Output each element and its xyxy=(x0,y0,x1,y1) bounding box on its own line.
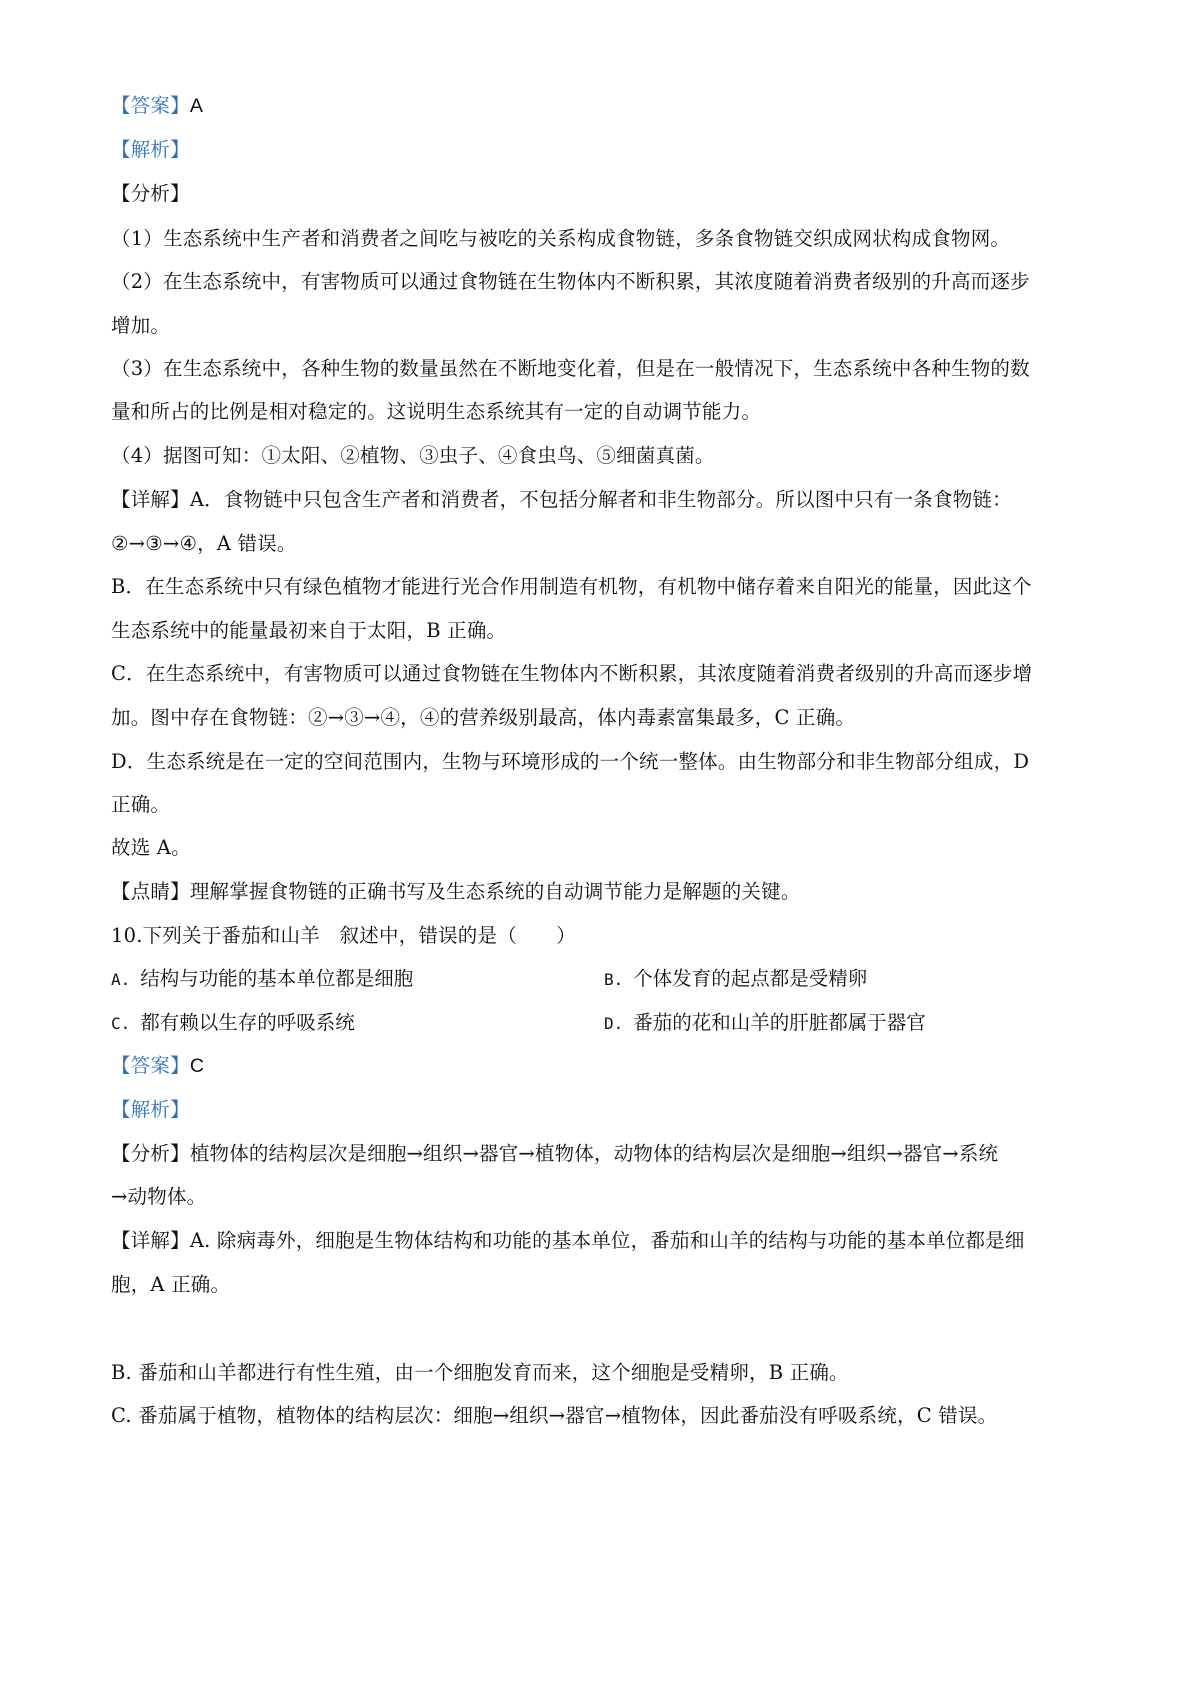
option-letter: A. xyxy=(111,970,131,989)
answer-line-q10 xyxy=(111,1052,204,1080)
detail-line: B. 番茄和山羊都进行有性生殖，由一个细胞发育而来，这个细胞是受精卵，B 正确。 xyxy=(111,1361,849,1384)
fenxi-point: 量和所占的比例是相对稳定的。这说明生态系统其有一定的自动调节能力。 xyxy=(111,400,762,423)
option-c xyxy=(111,1009,355,1038)
answer-line-q9 xyxy=(111,92,203,120)
answer-tag: 【答案】 xyxy=(111,1054,190,1077)
fenxi-point: （4）据图可知：①太阳、②植物、③虫子、④食虫鸟、⑤细菌真菌。 xyxy=(111,444,715,467)
option-letter: D. xyxy=(604,1014,624,1033)
analysis-tag: 【解析】 xyxy=(111,138,190,161)
option-letter: C. xyxy=(111,1014,131,1033)
fenxi-point: （2）在生态系统中，有害物质可以通过食物链在生物体内不断积累，其浓度随着消费者级别的升高而逐步 xyxy=(111,270,1030,293)
option-letter: B. xyxy=(604,970,624,989)
detail-line: 生态系统中的能量最初来自于太阳，B 正确。 xyxy=(111,619,507,642)
fenxi-point: （3）在生态系统中，各种生物的数量虽然在不断地变化着，但是在一般情况下，生态系统中各种生物的数 xyxy=(111,357,1030,380)
detail-line xyxy=(111,486,1012,514)
option-a xyxy=(111,965,413,994)
option-text: 结构与功能的基本单位都是细胞 xyxy=(140,967,414,990)
detail-line: 故选 A。 xyxy=(111,836,191,859)
question-stem: 10.下列关于番茄和山羊 叙述中，错误的是（ ） xyxy=(111,924,577,947)
dianjing-line xyxy=(111,878,801,906)
option-text: 都有赖以生存的呼吸系统 xyxy=(140,1011,355,1034)
detail-line: C．在生态系统中，有害物质可以通过食物链在生物体内不断积累，其浓度随着消费者级别的升高而逐步增 xyxy=(111,662,1033,685)
fenxi-line: →动物体。 xyxy=(111,1185,207,1208)
option-text: 番茄的花和山羊的肝脏都属于器官 xyxy=(633,1011,926,1034)
detail-tag: 【详解】 xyxy=(111,488,190,511)
answer-tag: 【答案】 xyxy=(111,94,190,117)
detail-text: A. 除病毒外，细胞是生物体结构和功能的基本单位，番茄和山羊的结构与功能的基本单位都是细 xyxy=(189,1229,1025,1252)
detail-line: D．生态系统是在一定的空间范围内，生物与环境形成的一个统一整体。由生物部分和非生物部分组成，D xyxy=(111,750,1030,773)
option-b xyxy=(604,965,867,994)
detail-line: 胞，A 正确。 xyxy=(111,1273,231,1296)
detail-line xyxy=(111,1227,1025,1255)
option-d xyxy=(604,1009,926,1038)
option-text: 个体发育的起点都是受精卵 xyxy=(633,967,868,990)
dianjing-tag: 【点睛】 xyxy=(111,880,190,903)
dianjing-text: 理解掌握食物链的正确书写及生态系统的自动调节能力是解题的关键。 xyxy=(189,880,801,903)
fenxi-text: 植物体的结构层次是细胞→组织→器官→植物体，动物体的结构层次是细胞→组织→器官→系统 xyxy=(189,1142,999,1165)
answer-value: C xyxy=(189,1055,205,1077)
detail-line: 正确。 xyxy=(111,793,171,816)
fenxi-tag: 【分析】 xyxy=(111,1142,190,1165)
detail-line: C. 番茄属于植物，植物体的结构层次：细胞→组织→器官→植物体，因此番茄没有呼吸系统，C 错误。 xyxy=(111,1404,998,1427)
fenxi-point: （1）生态系统中生产者和消费者之间吃与被吃的关系构成食物链，多条食物链交织成网状构成食物网。 xyxy=(111,227,1011,250)
fenxi-tag: 【分析】 xyxy=(111,182,190,205)
detail-line: 加。图中存在食物链：②→③→④，④的营养级别最高，体内毒素富集最多，C 正确。 xyxy=(111,706,856,729)
detail-line: B．在生态系统中只有绿色植物才能进行光合作用制造有机物，有机物中储存着来自阳光的能量，因此这个 xyxy=(111,575,1032,598)
detail-line: ②→③→④，A 错误。 xyxy=(111,532,297,555)
detail-tag: 【详解】 xyxy=(111,1229,190,1252)
fenxi-point: 增加。 xyxy=(111,314,171,337)
fenxi-line xyxy=(111,1140,998,1168)
analysis-tag: 【解析】 xyxy=(111,1098,190,1121)
answer-value: A xyxy=(189,95,204,117)
detail-text: A．食物链中只包含生产者和消费者，不包括分解者和非生物部分。所以图中只有一条食物链： xyxy=(189,488,1012,511)
